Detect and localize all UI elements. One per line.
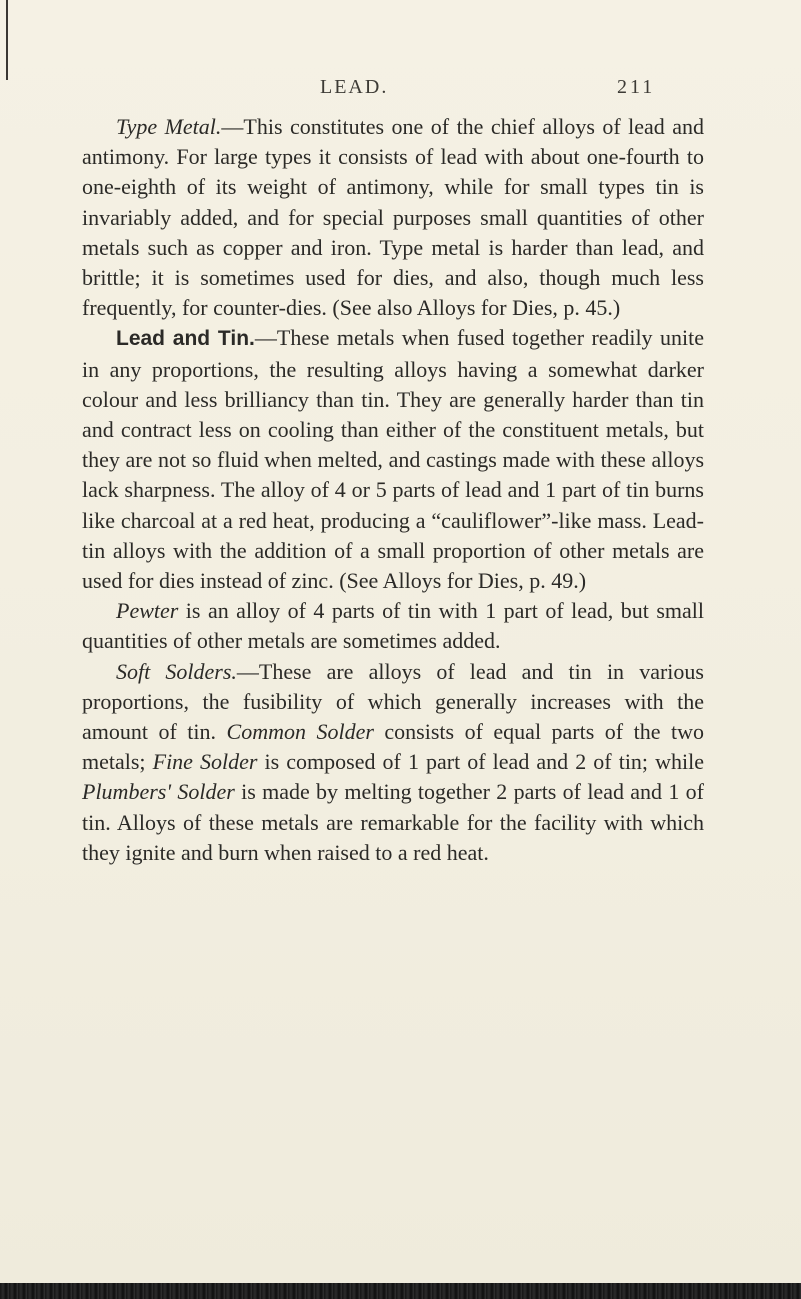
term-plumbers-solder: Plumbers' Solder xyxy=(82,779,235,805)
body-text xyxy=(82,112,704,868)
paragraph-text: —This constitutes one of the chief alloys of lead and antimony. For large types it consists of lead with about one-fourth to one-eighth of its weight of antimony, while for small types tin is invariably added, and for special purposes small quantities of other metals such as copper and iron. Type metal is harder than lead, and brittle; it is sometimes used for dies, and also, though much less frequently, for counter-dies. (See also Alloys for Dies, p. 45.) xyxy=(82,114,705,321)
run-in-heading-pewter: Pewter xyxy=(116,598,179,624)
term-fine-solder: Fine Solder xyxy=(152,749,258,775)
page-header xyxy=(0,76,801,102)
paragraph-lead-and-tin xyxy=(82,323,704,596)
run-in-heading-type-metal: Type Metal. xyxy=(116,114,222,139)
paragraph-text: is made by melting together 2 parts of lead and 1 of tin. Alloys of these metals are remarkable for the facility with which they ignite and burn when raised to a red heat. xyxy=(82,779,704,865)
section-heading-lead-and-tin: Lead and Tin. xyxy=(116,327,255,351)
scan-bottom-edge xyxy=(0,1283,801,1299)
paragraph-text: —These are alloys of lead and tin in various proportions, the fusibility of which generally increases with the amount of tin. xyxy=(82,658,704,745)
run-in-heading-soft-solders: Soft Solders. xyxy=(116,658,237,684)
page-number: 211 xyxy=(617,76,656,98)
paragraph-soft-solders xyxy=(82,657,704,868)
running-title: LEAD. xyxy=(320,76,389,98)
paragraph-text: consists of equal parts of the two metals; xyxy=(82,719,705,775)
paragraph-text: is composed of 1 part of lead and 2 of tin; while xyxy=(257,749,704,775)
paragraph-text: is an alloy of 4 parts of tin with 1 part of lead, but small quantities of other metals are sometimes added. xyxy=(82,598,704,654)
paragraph-pewter xyxy=(82,596,704,656)
term-common-solder: Common Solder xyxy=(226,719,374,745)
paragraph-type-metal xyxy=(82,112,704,323)
paragraph-text: —These metals when fused together readily unite in any proportions, the resulting alloys having a somewhat darker colour and less brilliancy than tin. They are generally harder than tin and contract less on cooling than either of the constituent metals, but they are not so fluid when melted, and castings made with these alloys lack sharpness. The alloy of 4 or 5 parts of lead and 1 part of tin burns like charcoal at a red heat, producing a “cauliflower”-like mass. Lead-tin alloys with the addition of a small proportion of other metals are used for dies instead of zinc. (See Alloys for Dies, p. 49.) xyxy=(82,325,704,594)
binding-edge xyxy=(6,0,8,80)
